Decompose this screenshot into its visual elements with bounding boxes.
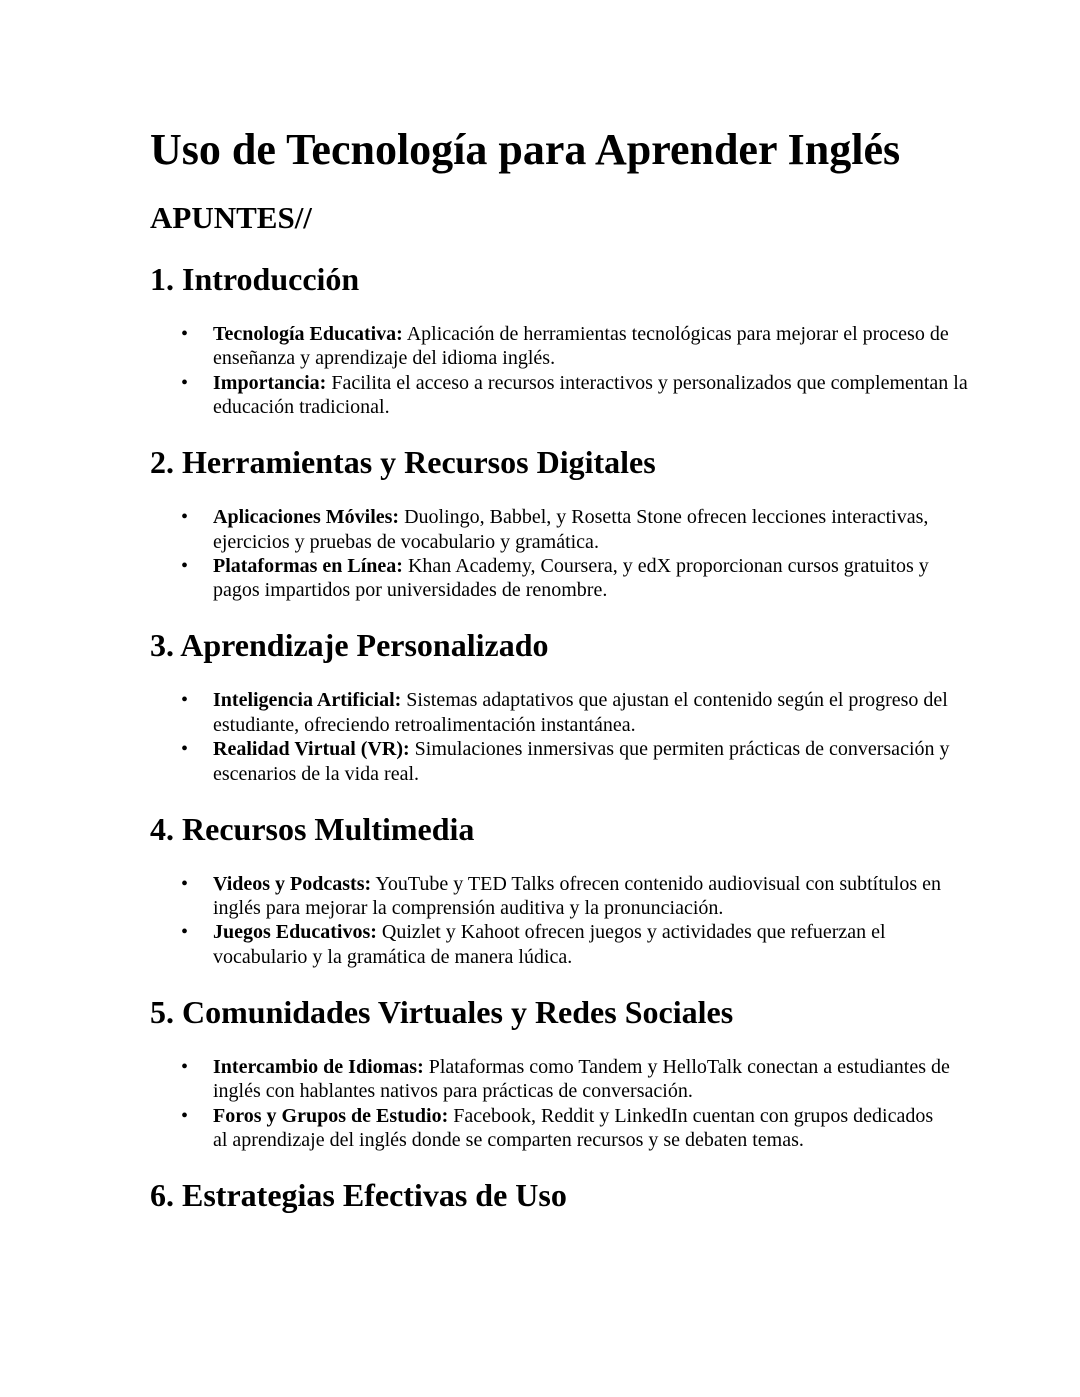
- item-text: Aplicación de herramientas tecnológicas para mejorar el proceso de enseñanza y aprendizaje del idioma inglés.: [213, 323, 949, 370]
- section-heading: 1. Introducción: [150, 261, 360, 297]
- item-term: Realidad Virtual (VR):: [213, 738, 410, 761]
- item-term: Tecnología Educativa:: [213, 323, 403, 345]
- document-subtitle: APUNTES//: [150, 200, 312, 235]
- document-title: Uso de Tecnología para Aprender Inglés: [150, 125, 901, 174]
- list-item: [150, 872, 970, 921]
- section-heading: 5. Comunidades Virtuales y Redes Sociales: [150, 993, 734, 1030]
- section-heading: 2. Herramientas y Recursos Digitales: [150, 444, 656, 481]
- section-heading: 6. Estrategias Efectivas de Uso: [150, 1176, 567, 1213]
- bullet-list: [150, 322, 970, 420]
- list-item: [150, 920, 970, 969]
- item-text: Quizlet y Kahoot ofrecen juegos y actividades que refuerzan el vocabulario y la gramática de manera lúdica.: [213, 921, 886, 968]
- item-text: Facilita el acceso a recursos interactivos y personalizados que complementan la educación tradicional.: [213, 371, 968, 419]
- item-term: Videos y Podcasts:: [213, 872, 372, 895]
- section-aprendizaje: [150, 625, 970, 808]
- list-item: [150, 554, 970, 603]
- bullet-list: [150, 1055, 950, 1153]
- list-item: [150, 371, 970, 420]
- section-herramientas: [150, 442, 970, 625]
- bullet-list: [150, 872, 970, 970]
- item-term: Inteligencia Artificial:: [213, 689, 402, 712]
- list-item: [150, 505, 970, 554]
- item-text: Plataformas como Tandem y HelloTalk conectan a estudiantes de inglés con hablantes nativos para prácticas de conversación.: [213, 1055, 950, 1103]
- item-text: YouTube y TED Talks ofrecen contenido audiovisual con subtítulos en inglés para mejorar la comprensión auditiva y la pronunciación.: [213, 872, 942, 919]
- section-heading: 3. Aprendizaje Personalizado: [150, 627, 549, 664]
- list-item: [150, 1055, 950, 1104]
- item-term: Juegos Educativos:: [213, 921, 377, 944]
- item-text: Facebook, Reddit y LinkedIn cuentan con grupos dedicados al aprendizaje del inglés donde se comparten recursos y se debaten temas.: [213, 1104, 934, 1151]
- item-text: Simulaciones inmersivas que permiten prácticas de conversación y escenarios de la vida real.: [213, 738, 950, 785]
- item-text: Sistemas adaptativos que ajustan el contenido según el progreso del estudiante, ofreciendo retroalimentación instantánea.: [213, 689, 948, 736]
- bullet-list: [150, 505, 970, 603]
- item-text: Duolingo, Babbel, y Rosetta Stone ofrecen lecciones interactivas, ejercicios y pruebas de vocabulario y gramática.: [213, 506, 929, 553]
- section-heading: 4. Recursos Multimedia: [150, 810, 475, 847]
- sections: [150, 259, 970, 1358]
- item-term: Foros y Grupos de Estudio:: [213, 1104, 449, 1127]
- section-estrategias: [150, 1175, 970, 1358]
- item-term: Plataformas en Línea:: [213, 555, 403, 577]
- item-term: Importancia:: [213, 371, 327, 394]
- list-item: [150, 1104, 950, 1153]
- section-comunidades: [150, 992, 970, 1175]
- list-item: [150, 688, 970, 737]
- section-introduccion: [150, 259, 970, 442]
- section-multimedia: [150, 809, 970, 992]
- list-item: [150, 737, 970, 786]
- item-term: Intercambio de Idiomas:: [213, 1055, 424, 1078]
- list-item: [150, 322, 970, 371]
- bullet-list: [150, 688, 970, 786]
- item-term: Aplicaciones Móviles:: [213, 506, 400, 529]
- item-text: Khan Academy, Coursera, y edX proporcionan cursos gratuitos y pagos impartidos por universidades de renombre.: [213, 555, 929, 602]
